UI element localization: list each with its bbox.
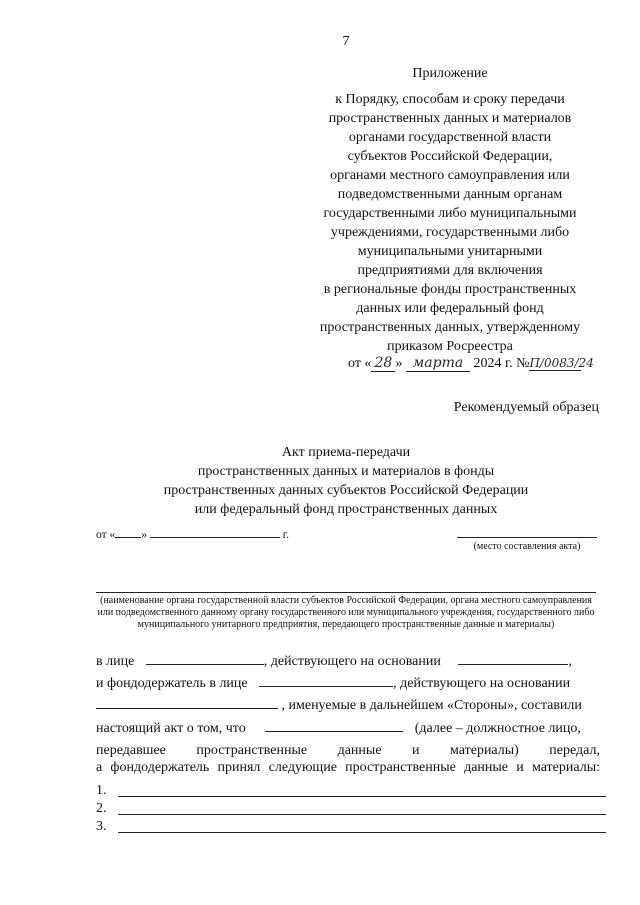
order-month-handwritten: марта	[406, 355, 470, 372]
list-item-number: 2.	[96, 801, 107, 816]
appendix-line: приказом Росреестра	[387, 339, 513, 354]
page-number: 7	[342, 34, 350, 49]
appendix-line: данных или федеральный фонд	[356, 301, 544, 316]
appendix-line: государственными либо муниципальными	[323, 206, 577, 221]
appendix-line: субъектов Российской Федерации,	[347, 149, 553, 164]
label-act-that: настоящий акт о том, что	[96, 721, 246, 736]
row-fund-holder	[96, 676, 570, 692]
representative-blank	[146, 654, 264, 665]
appendix-line: пространственных данных, утвержденному	[319, 320, 581, 335]
act-title-line: Акт приема-передачи	[281, 445, 411, 460]
label-acting-basis: , действующего на основании	[263, 654, 441, 669]
order-day-handwritten: 28	[371, 355, 395, 372]
date-prefix: от «	[96, 529, 116, 541]
appendix-line: предприятиями для включения	[357, 263, 543, 278]
label-official: (далее – должностное лицо,	[414, 721, 581, 736]
label-fund-holder: и фондодержатель в лице	[96, 676, 248, 691]
appendix-line: к Порядку, способам и сроку передачи	[335, 92, 565, 107]
order-date-line	[348, 355, 594, 372]
list-item-blank	[118, 796, 606, 797]
recommended-sample-label: Рекомендуемый образец	[453, 400, 599, 415]
fund-holder-blank	[259, 676, 393, 687]
list-item-number: 1.	[96, 783, 107, 798]
order-year: 2024 г. №	[473, 356, 530, 371]
label-acting-basis-2: , действующего на основании	[393, 676, 571, 691]
label-parties: , именуемые в дальнейшем «Стороны», составили	[281, 698, 582, 713]
list-item-number: 3.	[96, 819, 107, 834]
act-title-line: пространственных данных и материалов в фонды	[197, 464, 495, 479]
place-caption: (место составления акта)	[473, 541, 581, 552]
organization-blank	[96, 592, 596, 593]
list-item-blank	[118, 832, 606, 833]
list-item-blank	[118, 814, 606, 815]
appendix-line: в региональные фонды пространственных	[323, 282, 577, 297]
place-blank	[457, 537, 597, 538]
day-blank	[115, 527, 141, 538]
act-title-line: пространственных данных субъектов Российской Федерации	[163, 483, 529, 498]
basis-blank	[458, 654, 568, 665]
appendix-line: муниципальными унитарными	[357, 244, 543, 259]
date-mid: »	[141, 529, 147, 541]
organization-caption: (наименование органа государственной власти субъектов Российской Федерации, органа местного самоуправления или подведомственного данному органу государственного или муниципального учреждения, государственного либо муниципального унитарного предприятия, передающего пространственные данные и материалы)	[97, 595, 595, 630]
order-number-handwritten: П/0083/24	[529, 356, 594, 370]
comma: ,	[568, 654, 572, 669]
appendix-line: учреждениями, государственными либо	[330, 225, 570, 240]
label-in-person: в лице	[96, 654, 135, 669]
appendix-line: органами государственной власти	[348, 130, 552, 145]
row-act	[96, 721, 581, 737]
official-blank	[265, 721, 403, 732]
order-mid: »	[395, 356, 403, 371]
basis-blank-2	[96, 698, 278, 709]
row-accepted: а фондодержатель принял следующие пространственные данные и материалы:	[96, 760, 600, 775]
row-parties	[96, 698, 582, 714]
appendix-line: подведомственными данным органам	[337, 187, 563, 202]
appendix-line: пространственных данных и материалов	[328, 111, 572, 126]
appendix-block	[300, 64, 600, 356]
row-transferred: передавшее пространственные данные и материалы) передал,	[96, 743, 600, 758]
date-suffix: г.	[282, 529, 290, 541]
appendix-line: органами местного самоуправления или	[330, 168, 570, 183]
order-prefix: от «	[348, 356, 372, 371]
month-year-blank	[150, 527, 280, 538]
act-date-line	[96, 527, 289, 541]
row-represented-by	[96, 654, 572, 670]
act-title	[100, 443, 592, 519]
act-title-line: или федеральный фонд пространственных данных	[194, 502, 498, 517]
appendix-heading: Приложение	[412, 66, 488, 81]
